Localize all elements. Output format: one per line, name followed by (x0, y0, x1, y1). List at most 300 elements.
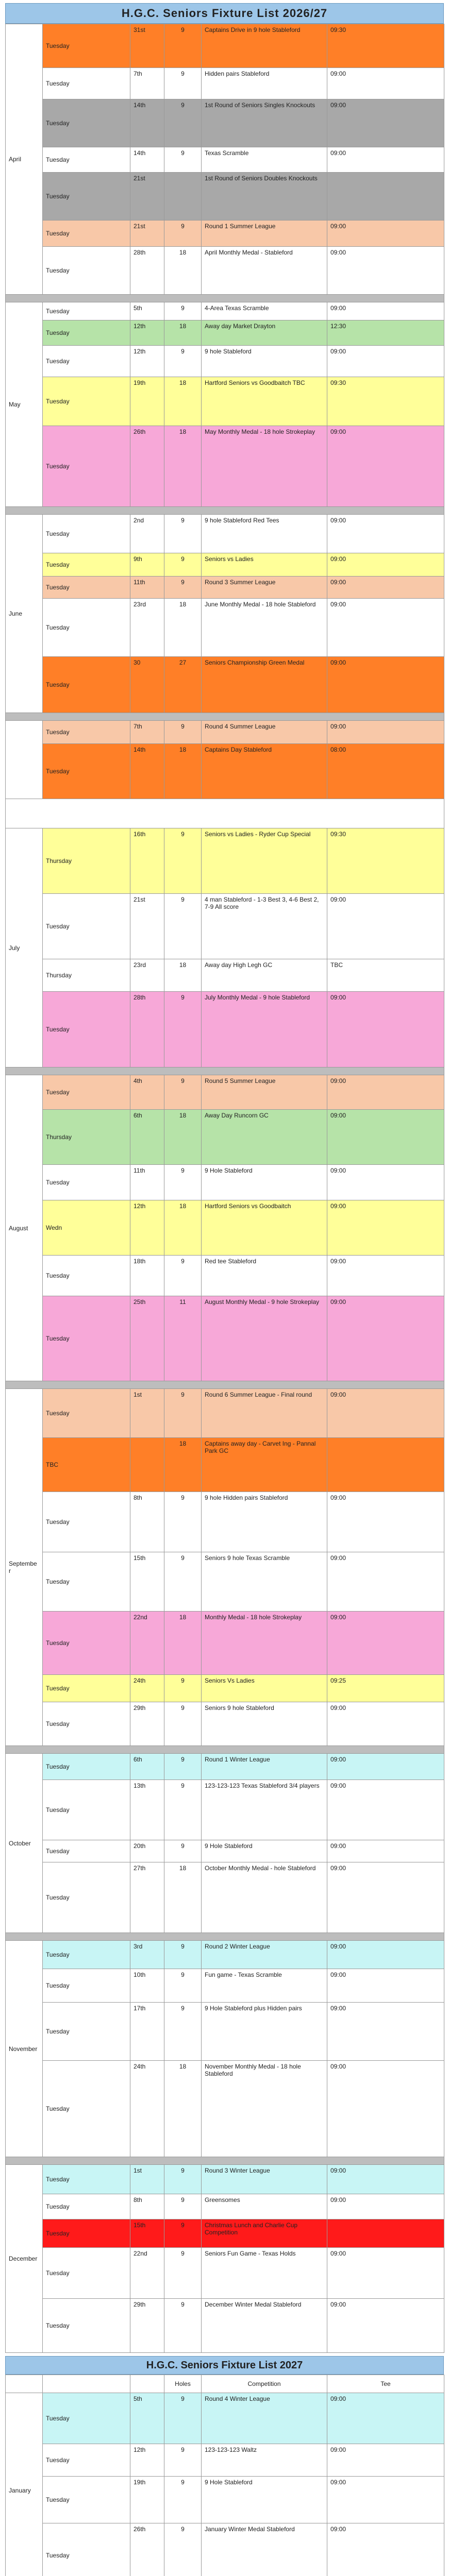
tee-time-cell: 09:00 (327, 2165, 444, 2194)
day-cell: Tuesday (43, 1969, 130, 2003)
competition-cell: Away Day Runcorn GC (202, 1110, 327, 1165)
date-cell: 14th (130, 744, 164, 799)
tee-time-cell: 09:00 (327, 2194, 444, 2219)
tee-time-cell: 09:00 (327, 1075, 444, 1110)
competition-cell: 9 Hole Stableford (202, 1165, 327, 1200)
fixture-row (6, 1675, 444, 1702)
month-divider (6, 507, 444, 515)
tee-time-cell: 09:25 (327, 1675, 444, 1702)
month-label: May (6, 302, 43, 507)
date-cell: 12th (130, 2444, 164, 2477)
date-cell: 21st (130, 894, 164, 959)
fixture-row (6, 599, 444, 657)
tee-time-cell: 09:00 (327, 553, 444, 577)
date-cell: 29th (130, 1702, 164, 1746)
date-cell: 21st (130, 221, 164, 247)
section-title-2027: H.G.C. Seniors Fixture List 2027 (5, 2356, 444, 2375)
holes-cell: 18 (164, 1862, 202, 1933)
date-cell: 21st (130, 173, 164, 221)
holes-cell: 9 (164, 68, 202, 99)
date-cell: 24th (130, 2061, 164, 2157)
competition-cell: Captains away day - Carvet Ing - Pannal Park GC (202, 1438, 327, 1492)
competition-cell: Hidden pairs Stableford (202, 68, 327, 99)
day-cell: Tuesday (43, 2165, 130, 2194)
competition-cell: Fun game - Texas Scramble (202, 1969, 327, 2003)
holes-cell: 9 (164, 1840, 202, 1862)
fixture-row (6, 221, 444, 247)
header-holes: Holes (164, 2375, 202, 2393)
month-label: July (6, 828, 43, 1067)
holes-cell: 9 (164, 2219, 202, 2248)
month-label: June (6, 515, 43, 713)
day-cell: Tuesday (43, 1492, 130, 1552)
fixture-row (6, 1702, 444, 1746)
tee-time-cell: 09:00 (327, 2003, 444, 2061)
date-cell: 20th (130, 1840, 164, 1862)
competition-cell: Seniors Championship Green Medal (202, 657, 327, 713)
fixture-row (6, 1969, 444, 2003)
tee-time-cell: 09:00 (327, 2444, 444, 2477)
holes-cell: 9 (164, 1754, 202, 1780)
tee-time-cell: 09:00 (327, 1552, 444, 1612)
holes-cell: 9 (164, 553, 202, 577)
holes-cell: 9 (164, 721, 202, 744)
competition-cell: Hartford Seniors vs Goodbaitch (202, 1200, 327, 1256)
fixture-row (6, 377, 444, 426)
competition-cell: Christmas Lunch and Charlie Cup Competition (202, 2219, 327, 2248)
day-cell: Tuesday (43, 2194, 130, 2219)
header-blank (6, 2375, 43, 2393)
competition-cell: Seniors vs Ladies - Ryder Cup Special (202, 828, 327, 894)
holes-cell: 9 (164, 346, 202, 377)
header-blank (43, 2375, 130, 2393)
holes-cell: 9 (164, 894, 202, 959)
tee-time-cell: 09:00 (327, 894, 444, 959)
fixture-row (6, 1840, 444, 1862)
holes-cell: 9 (164, 24, 202, 68)
tee-time-cell: 09:00 (327, 1296, 444, 1381)
day-cell: Tuesday (43, 2061, 130, 2157)
fixture-row (6, 2248, 444, 2299)
date-cell: 12th (130, 1200, 164, 1256)
holes-cell: 9 (164, 577, 202, 599)
tee-time-cell: 09:00 (327, 426, 444, 507)
fixture-row (6, 2523, 444, 2576)
tee-time-cell: 09:00 (327, 1780, 444, 1840)
date-cell: 19th (130, 2477, 164, 2523)
fixture-row (6, 346, 444, 377)
holes-cell: 18 (164, 1110, 202, 1165)
date-cell: 16th (130, 828, 164, 894)
day-cell: Tuesday (43, 302, 130, 320)
day-cell: Tuesday (43, 744, 130, 799)
holes-cell: 9 (164, 1389, 202, 1438)
fixture-row (6, 2477, 444, 2523)
tee-time-cell: 09:00 (327, 221, 444, 247)
date-cell: 8th (130, 1492, 164, 1552)
day-cell: Tuesday (43, 2393, 130, 2444)
holes-cell: 9 (164, 515, 202, 553)
day-cell: Tuesday (43, 2523, 130, 2576)
competition-cell: Seniors 9 hole Texas Scramble (202, 1552, 327, 1612)
tee-time-cell: 09:00 (327, 346, 444, 377)
competition-cell: April Monthly Medal - Stableford (202, 247, 327, 295)
tee-time-cell: 09:00 (327, 2061, 444, 2157)
tee-time-cell: 09:30 (327, 24, 444, 68)
holes-cell: 9 (164, 2393, 202, 2444)
competition-cell: Seniors Fun Game - Texas Holds (202, 2248, 327, 2299)
day-cell: Tuesday (43, 1075, 130, 1110)
fixture-row (6, 1862, 444, 1933)
fixture-row (6, 1075, 444, 1110)
tee-time-cell: 09:00 (327, 721, 444, 744)
tee-time-cell: 09:00 (327, 1389, 444, 1438)
holes-cell: 27 (164, 657, 202, 713)
fixture-row (6, 1165, 444, 1200)
tee-time-cell: 09:30 (327, 377, 444, 426)
tee-time-cell: 09:00 (327, 1165, 444, 1200)
competition-cell: October Monthly Medal - hole Stableford (202, 1862, 327, 1933)
tee-time-cell: 09:00 (327, 577, 444, 599)
day-cell: Tuesday (43, 147, 130, 173)
day-cell: Tuesday (43, 515, 130, 553)
month-divider (6, 295, 444, 302)
tee-time-cell: 09:00 (327, 2477, 444, 2523)
competition-cell: Seniors 9 hole Stableford (202, 1702, 327, 1746)
fixture-row (6, 247, 444, 295)
competition-cell: July Monthly Medal - 9 hole Stableford (202, 992, 327, 1067)
holes-cell: 9 (164, 1492, 202, 1552)
competition-cell: Seniors Vs Ladies (202, 1675, 327, 1702)
day-cell: Tuesday (43, 2299, 130, 2353)
holes-cell: 9 (164, 1675, 202, 1702)
fixture-row (6, 2194, 444, 2219)
day-cell: Tuesday (43, 221, 130, 247)
fixture-row (6, 320, 444, 346)
fixture-row (6, 828, 444, 894)
divider-cell (6, 713, 444, 721)
tee-time-cell: 09:00 (327, 1754, 444, 1780)
date-cell: 9th (130, 553, 164, 577)
date-cell: 4th (130, 1075, 164, 1110)
holes-cell: 9 (164, 1075, 202, 1110)
holes-cell: 9 (164, 2523, 202, 2576)
fixture-row (6, 1941, 444, 1969)
month-label: December (6, 2165, 43, 2353)
day-cell: Tuesday (43, 1941, 130, 1969)
date-cell: 28th (130, 247, 164, 295)
month-label (6, 721, 43, 799)
day-cell: Tuesday (43, 1702, 130, 1746)
day-cell: Tuesday (43, 2477, 130, 2523)
fixture-row (6, 2165, 444, 2194)
header-blank (130, 2375, 164, 2393)
day-cell: Tuesday (43, 2444, 130, 2477)
holes-cell: 9 (164, 1256, 202, 1296)
holes-cell: 9 (164, 828, 202, 894)
competition-cell: 123-123-123 Waltz (202, 2444, 327, 2477)
tee-time-cell: 09:00 (327, 1941, 444, 1969)
holes-cell: 18 (164, 377, 202, 426)
date-cell: 1st (130, 2165, 164, 2194)
fixture-row (6, 515, 444, 553)
competition-cell: 9 hole Hidden pairs Stableford (202, 1492, 327, 1552)
day-cell: Tuesday (43, 1256, 130, 1296)
day-cell: Tuesday (43, 553, 130, 577)
holes-cell: 9 (164, 1780, 202, 1840)
fixture-row (6, 577, 444, 599)
day-cell: Tuesday (43, 426, 130, 507)
holes-cell: 18 (164, 426, 202, 507)
tee-time-cell: 09:00 (327, 2393, 444, 2444)
day-cell: Thursday (43, 828, 130, 894)
holes-cell: 18 (164, 247, 202, 295)
page-title: H.G.C. Seniors Fixture List 2026/27 (5, 3, 444, 24)
fixture-row (6, 99, 444, 147)
month-divider (6, 713, 444, 721)
month-divider (6, 1067, 444, 1075)
competition-cell: Round 4 Winter League (202, 2393, 327, 2444)
date-cell: 10th (130, 1969, 164, 2003)
date-cell: 6th (130, 1110, 164, 1165)
competition-cell: Red tee Stableford (202, 1256, 327, 1296)
day-cell: Tuesday (43, 173, 130, 221)
divider-cell (6, 1933, 444, 1941)
day-cell: Tuesday (43, 24, 130, 68)
competition-cell: Round 5 Summer League (202, 1075, 327, 1110)
date-cell: 13th (130, 1780, 164, 1840)
holes-cell: 9 (164, 302, 202, 320)
divider-cell (6, 295, 444, 302)
tee-time-cell (327, 173, 444, 221)
date-cell: 11th (130, 577, 164, 599)
competition-cell: 123-123-123 Texas Stableford 3/4 players (202, 1780, 327, 1840)
date-cell: 19th (130, 377, 164, 426)
date-cell: 14th (130, 99, 164, 147)
holes-cell: 11 (164, 1296, 202, 1381)
tee-time-cell: 09:00 (327, 1110, 444, 1165)
fixture-row (6, 1296, 444, 1381)
day-cell: Tuesday (43, 2248, 130, 2299)
tee-time-cell: 08:00 (327, 744, 444, 799)
date-cell: 27th (130, 1862, 164, 1933)
fixture-row (6, 2003, 444, 2061)
competition-cell: Round 3 Summer League (202, 577, 327, 599)
fixture-row (6, 657, 444, 713)
competition-cell: August Monthly Medal - 9 hole Strokeplay (202, 1296, 327, 1381)
month-divider (6, 1746, 444, 1754)
competition-cell: Round 1 Winter League (202, 1754, 327, 1780)
date-cell: 7th (130, 721, 164, 744)
day-cell: TBC (43, 1438, 130, 1492)
holes-cell: 9 (164, 1702, 202, 1746)
competition-cell: 1st Round of Seniors Singles Knockouts (202, 99, 327, 147)
competition-cell: 9 hole Stableford Red Tees (202, 515, 327, 553)
fixture-row (6, 302, 444, 320)
fixture-row (6, 553, 444, 577)
tee-time-cell: 09:00 (327, 2299, 444, 2353)
date-cell: 29th (130, 2299, 164, 2353)
date-cell: 15th (130, 2219, 164, 2248)
day-cell: Tuesday (43, 1675, 130, 1702)
competition-cell: January Winter Medal Stableford (202, 2523, 327, 2576)
day-cell: Tuesday (43, 320, 130, 346)
tee-time-cell: 09:00 (327, 657, 444, 713)
fixture-row (6, 1256, 444, 1296)
fixture-row (6, 992, 444, 1067)
day-cell: Tuesday (43, 247, 130, 295)
holes-cell: 18 (164, 959, 202, 992)
fixture-row (6, 1438, 444, 1492)
holes-cell: 18 (164, 599, 202, 657)
fixture-row (6, 1780, 444, 1840)
day-cell: Wedn (43, 1200, 130, 1256)
holes-cell: 9 (164, 2299, 202, 2353)
holes-cell: 9 (164, 2003, 202, 2061)
tee-time-cell: 09:00 (327, 1702, 444, 1746)
divider-cell (6, 1067, 444, 1075)
month-divider (6, 799, 444, 828)
month-label: January (6, 2393, 43, 2576)
tee-time-cell: 09:00 (327, 302, 444, 320)
competition-cell: 4-Area Texas Scramble (202, 302, 327, 320)
fixture-table-2026 (5, 24, 444, 2353)
tee-time-cell: 09:00 (327, 992, 444, 1067)
header-competition: Competition (202, 2375, 327, 2393)
day-cell: Tuesday (43, 721, 130, 744)
holes-cell: 9 (164, 99, 202, 147)
day-cell: Tuesday (43, 1612, 130, 1675)
fixture-row (6, 426, 444, 507)
date-cell: 12th (130, 346, 164, 377)
competition-cell: Away day High Legh GC (202, 959, 327, 992)
competition-cell: 9 hole Stableford (202, 346, 327, 377)
date-cell: 11th (130, 1165, 164, 1200)
fixture-row (6, 959, 444, 992)
tee-time-cell: 09:00 (327, 2248, 444, 2299)
tee-time-cell: 09:00 (327, 599, 444, 657)
fixture-row (6, 147, 444, 173)
day-cell: Tuesday (43, 577, 130, 599)
holes-cell: 18 (164, 1438, 202, 1492)
holes-cell: 18 (164, 1200, 202, 1256)
fixture-row (6, 2219, 444, 2248)
holes-cell: 18 (164, 744, 202, 799)
day-cell: Tuesday (43, 1862, 130, 1933)
tee-time-cell: 09:00 (327, 1612, 444, 1675)
competition-cell: 9 Hole Stableford plus Hidden pairs (202, 2003, 327, 2061)
holes-cell: 9 (164, 992, 202, 1067)
tee-time-cell: 12:30 (327, 320, 444, 346)
day-cell: Tuesday (43, 377, 130, 426)
fixture-row (6, 2444, 444, 2477)
day-cell: Tuesday (43, 99, 130, 147)
fixture-row (6, 1389, 444, 1438)
fixture-row (6, 721, 444, 744)
divider-cell (6, 507, 444, 515)
competition-cell: Monthly Medal - 18 hole Strokeplay (202, 1612, 327, 1675)
tee-time-cell: 09:00 (327, 515, 444, 553)
tee-time-cell: 09:00 (327, 68, 444, 99)
day-cell: Tuesday (43, 2219, 130, 2248)
tee-time-cell: 09:00 (327, 147, 444, 173)
day-cell: Thursday (43, 1110, 130, 1165)
date-cell: 26th (130, 426, 164, 507)
holes-cell: 9 (164, 2165, 202, 2194)
month-label: August (6, 1075, 43, 1381)
day-cell: Tuesday (43, 1754, 130, 1780)
day-cell: Tuesday (43, 657, 130, 713)
date-cell: 25th (130, 1296, 164, 1381)
date-cell: 18th (130, 1256, 164, 1296)
day-cell: Thursday (43, 959, 130, 992)
tee-time-cell: 09:00 (327, 1840, 444, 1862)
day-cell: Tuesday (43, 1165, 130, 1200)
fixture-row (6, 1200, 444, 1256)
header-row (6, 2375, 444, 2393)
tee-time-cell: 09:00 (327, 247, 444, 295)
tee-time-cell: TBC (327, 959, 444, 992)
header-tee: Tee (327, 2375, 444, 2393)
holes-cell: 18 (164, 320, 202, 346)
competition-cell: Round 1 Summer League (202, 221, 327, 247)
competition-cell: Captains Drive in 9 hole Stableford (202, 24, 327, 68)
fixture-row (6, 68, 444, 99)
date-cell: 22nd (130, 1612, 164, 1675)
fixture-row (6, 1552, 444, 1612)
holes-cell: 9 (164, 2248, 202, 2299)
competition-cell: 9 Hole Stableford (202, 2477, 327, 2523)
competition-cell: Seniors vs Ladies (202, 553, 327, 577)
month-divider (6, 1381, 444, 1389)
holes-cell: 9 (164, 2194, 202, 2219)
fixture-row (6, 744, 444, 799)
competition-cell: November Monthly Medal - 18 hole Stableford (202, 2061, 327, 2157)
holes-cell: 9 (164, 2444, 202, 2477)
fixture-row (6, 1492, 444, 1552)
tee-time-cell: 09:00 (327, 1969, 444, 2003)
date-cell: 3rd (130, 1941, 164, 1969)
day-cell: Tuesday (43, 346, 130, 377)
date-cell: 5th (130, 2393, 164, 2444)
holes-cell: 9 (164, 2477, 202, 2523)
competition-cell: June Monthly Medal - 18 hole Stableford (202, 599, 327, 657)
holes-cell: 9 (164, 1165, 202, 1200)
competition-cell: Round 3 Winter League (202, 2165, 327, 2194)
competition-cell: Away day Market Drayton (202, 320, 327, 346)
tee-time-cell (327, 1438, 444, 1492)
date-cell: 14th (130, 147, 164, 173)
holes-cell: 9 (164, 221, 202, 247)
divider-cell (6, 799, 444, 828)
day-cell: Tuesday (43, 1389, 130, 1438)
date-cell: 23rd (130, 959, 164, 992)
competition-cell: Hartford Seniors vs Goodbaitch TBC (202, 377, 327, 426)
competition-cell: Round 4 Summer League (202, 721, 327, 744)
holes-cell (164, 173, 202, 221)
date-cell (130, 1438, 164, 1492)
date-cell: 22nd (130, 2248, 164, 2299)
fixture-row (6, 1612, 444, 1675)
holes-cell: 9 (164, 1941, 202, 1969)
competition-cell: Greensomes (202, 2194, 327, 2219)
competition-cell: Texas Scramble (202, 147, 327, 173)
competition-cell: 1st Round of Seniors Doubles Knockouts (202, 173, 327, 221)
competition-cell: May Monthly Medal - 18 hole Strokeplay (202, 426, 327, 507)
fixture-row (6, 24, 444, 68)
day-cell: Tuesday (43, 894, 130, 959)
holes-cell: 9 (164, 1552, 202, 1612)
